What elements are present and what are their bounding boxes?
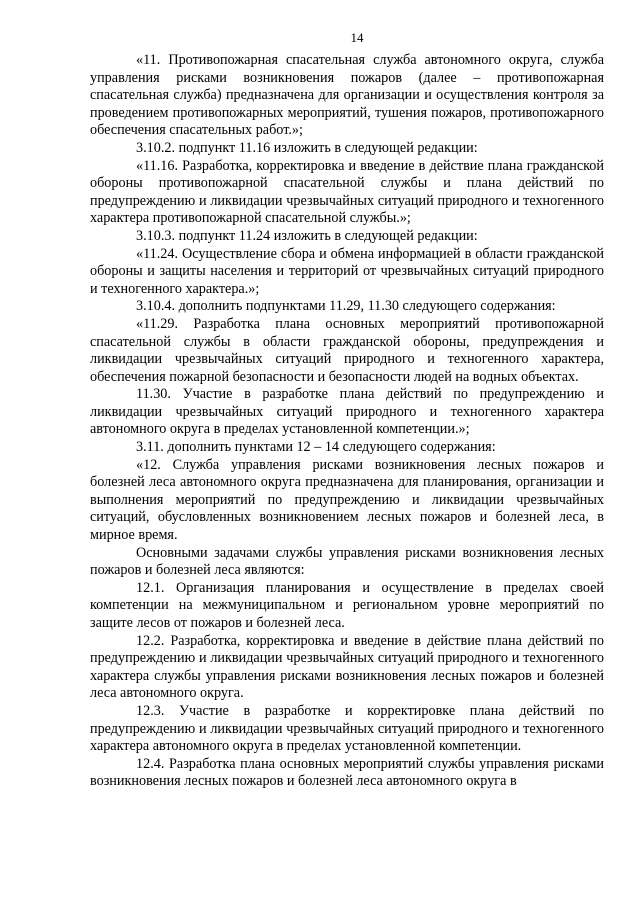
document-body	[90, 52, 604, 791]
paragraph-12: «12. Служба управления рисками возникновения лесных пожаров и болезней леса автономного округа предназначена для планирования, организации и выполнения мероприятий по предупреждению и ликвидации чрезвычайных ситуаций, обусловленных возникновением лесных пожаров и болезней леса, в мирное время.	[90, 456, 604, 544]
paragraph-11: «11. Противопожарная спасательная служба автономного округа, служба управления рисками возникновения пожаров (далее – противопожарная спасательная служба) предназначена для организации и осуществления контроля за проведением противопожарных мероприятий, тушения пожаров, противопожарного обеспечения спасательных работ.»;	[90, 52, 604, 139]
paragraph-3-10-4: 3.10.4. дополнить подпунктами 11.29, 11.30 следующего содержания:	[136, 298, 556, 315]
paragraph-11-29: «11.29. Разработка плана основных мероприятий противопожарной спасательной службы в области гражданской обороны, предупреждения и ликвидации чрезвычайных ситуаций природного и техногенного характера, обеспечения пожарной безопасности и безопасности людей на водных объектах.	[90, 315, 604, 385]
paragraph-12-3: 12.3. Участие в разработке и корректировке плана действий по предупреждению и ликвидации чрезвычайных ситуаций природного и техногенного характера автономного округа в пределах установленной компетенции.	[90, 702, 604, 755]
page-number: 14	[350, 30, 364, 45]
paragraph-11-16: «11.16. Разработка, корректировка и введение в действие плана гражданской обороны противопожарной спасательной службы и плана действий по предупреждению и ликвидации чрезвычайных ситуаций природного и техногенного характера противопожарной спасательной службы.»;	[90, 157, 604, 227]
paragraph-main-tasks: Основными задачами службы управления рисками возникновения лесных пожаров и болезней леса являются:	[90, 544, 604, 579]
paragraph-3-10-3: 3.10.3. подпункт 11.24 изложить в следующей редакции:	[136, 227, 478, 244]
paragraph-12-4: 12.4. Разработка плана основных мероприятий службы управления рисками возникновения лесных пожаров и болезней леса автономного округа в	[90, 755, 604, 790]
paragraph-3-11: 3.11. дополнить пунктами 12 – 14 следующего содержания:	[136, 439, 496, 456]
paragraph-3-10-2: 3.10.2. подпункт 11.16 изложить в следующей редакции:	[136, 139, 478, 156]
paragraph-11-24: «11.24. Осуществление сбора и обмена информацией в области гражданской обороны и защиты населения и территорий от чрезвычайных ситуаций природного и техногенного характера.»;	[90, 245, 604, 297]
paragraph-12-2: 12.2. Разработка, корректировка и введение в действие плана действий по предупреждению и ликвидации чрезвычайных ситуаций природного и техногенного характера службы управления рисками возникновения лесных пожаров и болезней леса автономного округа.	[90, 632, 604, 702]
paragraph-11-30: 11.30. Участие в разработке плана действий по предупреждению и ликвидации чрезвычайных ситуаций природного и техногенного характера автономного округа в пределах установленной компетенции.»;	[90, 386, 604, 438]
paragraph-12-1: 12.1. Организация планирования и осуществление в пределах своей компетенции на межмуниципальном и региональном уровне мероприятий по защите лесов от пожаров и болезней леса.	[90, 579, 604, 631]
